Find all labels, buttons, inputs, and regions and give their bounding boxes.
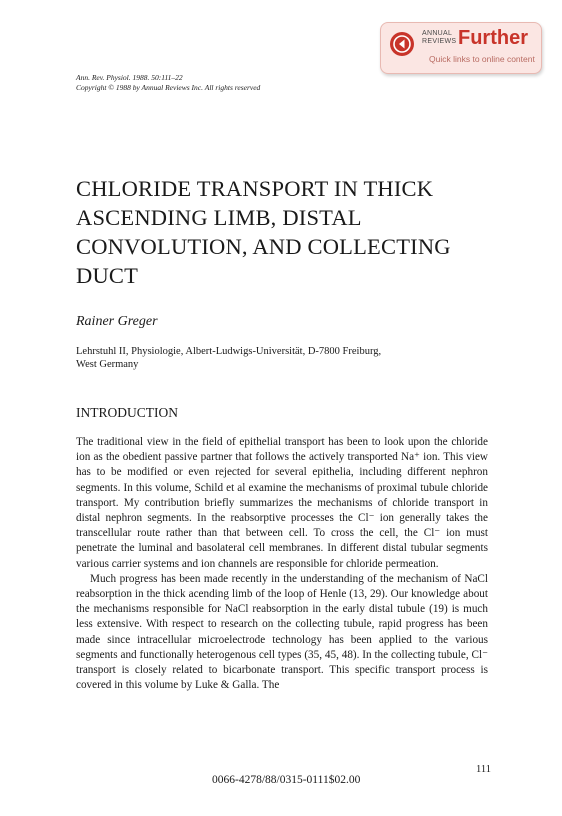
arrow-circle-icon bbox=[390, 32, 414, 56]
paragraph: Much progress has been made recently in the understanding of the mechanism of NaCl reabsorption in the thick acending limb of the loop of Henle (13, 29). Our knowledge about the mechanisms responsible for NaCl reabsorption in the early distal tubule (19) is much less extensive. With respect to research on the collecting tubule, rapid progress has been made since intracellular microelectrode technology has been applied to the various segments and functionally heterogenous cell types (35, 45, 48). In the collecting tubule, Cl⁻ transport is closely related to bicarbonate transport. This specific transport process is covered in this volume by Luke & Galla. The bbox=[76, 572, 488, 692]
further-label: Further bbox=[458, 27, 528, 49]
affiliation-line: West Germany bbox=[76, 359, 139, 370]
title-line: ASCENDING LIMB, DISTAL bbox=[76, 205, 362, 230]
banner-tagline: Quick links to online content bbox=[429, 54, 535, 64]
introduction-body bbox=[76, 435, 488, 693]
author-name: Rainer Greger bbox=[76, 314, 158, 329]
affiliation-line: Lehrstuhl II, Physiologie, Albert-Ludwigs-Universität, D-7800 Freiburg, bbox=[76, 346, 382, 357]
section-heading-introduction: INTRODUCTION bbox=[76, 405, 178, 420]
copyright-line: Copyright © 1988 by Annual Reviews Inc. All rights reserved bbox=[76, 83, 261, 92]
article-title bbox=[76, 174, 496, 290]
page-number: 111 bbox=[476, 764, 491, 775]
title-line: CONVOLUTION, AND COLLECTING bbox=[76, 234, 451, 259]
journal-citation: Ann. Rev. Physiol. 1988. 50:111–22 bbox=[76, 73, 183, 82]
paragraph: The traditional view in the field of epithelial transport has been to look upon the chloride ion as the obedient passive partner that follows the actively transported Na⁺ ion. This view has to be modified or even rejected for several epithelia, including different nephron segments. In this volume, Schild et al examine the mechanisms of proximal tubule chloride transport. My contribution briefly summarizes the mechanisms of chloride transport in distal nephron segments. In the reabsorptive processes the Cl⁻ ion generally takes the transcellular route rather than that between cell. To cross the cell, the Cl⁻ ion must penetrate the luminal and basolateral cell membranes. In different distal tubular segments various carrier systems and ion channels are responsible for chloride permeation. bbox=[76, 436, 488, 570]
citation-block bbox=[76, 73, 260, 93]
author-affiliation bbox=[76, 345, 496, 371]
title-line: DUCT bbox=[76, 263, 139, 288]
further-banner[interactable] bbox=[380, 22, 542, 74]
annual-reviews-logo-text: ANNUAL REVIEWS bbox=[422, 30, 457, 45]
title-line: CHLORIDE TRANSPORT IN THICK bbox=[76, 176, 434, 201]
article-code: 0066-4278/88/0315-0111$02.00 bbox=[212, 774, 361, 786]
